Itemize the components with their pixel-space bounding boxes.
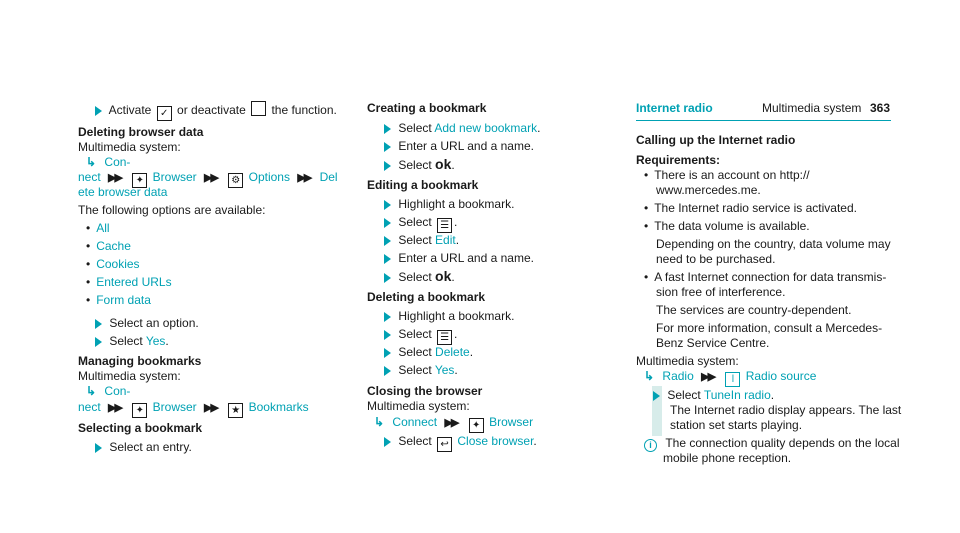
- step-select-add: Select Add new bookmark.: [384, 121, 540, 136]
- heading-closing-browser: Closing the browser: [367, 384, 483, 398]
- path-line-3: ete browser data: [78, 185, 168, 199]
- path-separator-icon: ▶▶: [108, 172, 121, 184]
- step-arrow-icon: [384, 161, 391, 171]
- requirement-note: need to be purchased.: [656, 252, 776, 266]
- heading-selecting-bookmark: Selecting a bookmark: [78, 421, 203, 435]
- requirements-label: Requirements:: [636, 153, 721, 167]
- step-arrow-icon: [384, 124, 391, 134]
- step-select-entry: Select an entry.: [95, 440, 192, 455]
- browser-icon: ✦: [132, 403, 147, 418]
- option-item: • Cache: [86, 239, 131, 253]
- path-separator-icon: ▶▶: [204, 172, 217, 184]
- path-line: ↳ Radio ▶▶ ǀ Radio source: [644, 369, 817, 385]
- requirement-note: Depending on the country, data volume may: [656, 237, 891, 251]
- step-select-close: Select ↩ Close browser.: [384, 434, 537, 452]
- section-title: Internet radio: [636, 101, 713, 115]
- heading-deleting-bookmark: Deleting a bookmark: [367, 290, 486, 304]
- step-select-yes: Select Yes.: [95, 334, 169, 349]
- requirement-item: • The data volume is available.: [644, 219, 810, 233]
- ok-icon: ok: [435, 268, 452, 284]
- path-start-icon: ↳: [374, 415, 385, 429]
- step-highlight: Highlight a bookmark.: [384, 309, 514, 324]
- step-arrow-icon: [384, 437, 391, 447]
- checkbox-checked-icon: ✓: [157, 106, 172, 121]
- option-item: • All: [86, 221, 110, 235]
- path-start-icon: ↳: [86, 384, 97, 398]
- path-line-2: nect ▶▶ ✦ Browser ▶▶ ⚙ Options ▶▶ Del: [78, 170, 338, 186]
- step-arrow-icon: [384, 348, 391, 358]
- option-item: • Entered URLs: [86, 275, 172, 289]
- tunein-note: station set starts playing.: [670, 418, 803, 432]
- step-select-option: Select an option.: [95, 316, 199, 331]
- label-multimedia-system: Multimedia system:: [78, 140, 181, 154]
- step-arrow-icon: [95, 443, 102, 453]
- requirement-continuation: www.mercedes.me.: [656, 183, 761, 197]
- menu-icon: ☰: [437, 330, 452, 345]
- path-line-1: ↳ Con-: [86, 155, 131, 169]
- option-item: • Cookies: [86, 257, 140, 271]
- info-note: i The connection quality depends on the local: [644, 436, 900, 452]
- label-multimedia-system: Multimedia system:: [367, 399, 470, 413]
- heading-managing-bookmarks: Managing bookmarks: [78, 354, 202, 368]
- step-select-delete: Select Delete.: [384, 345, 473, 360]
- step-enter-url: Enter a URL and a name.: [384, 139, 534, 154]
- path-separator-icon: ▶▶: [108, 402, 121, 414]
- path-separator-icon: ▶▶: [444, 417, 458, 429]
- back-arrow-icon: ↩: [437, 437, 452, 452]
- step-highlight: Highlight a bookmark.: [384, 197, 514, 212]
- step-arrow-icon: [384, 200, 391, 210]
- following-options-text: The following options are available:: [78, 203, 266, 217]
- requirement-note: For more information, consult a Mercedes-: [656, 321, 883, 335]
- info-note-continuation: mobile phone reception.: [663, 451, 792, 465]
- requirement-continuation: sion free of interference.: [656, 285, 786, 299]
- step-select-menu: Select ☰ .: [384, 327, 457, 345]
- path-start-icon: ↳: [86, 155, 97, 169]
- step-activate: Activate ✓ or deactivate the function.: [95, 101, 337, 121]
- step-select-menu: Select ☰ .: [384, 215, 457, 233]
- header-section: Multimedia system: [762, 101, 862, 115]
- step-arrow-icon: [384, 236, 391, 246]
- step-arrow-icon: [384, 218, 391, 228]
- step-select-tunein: Select TuneIn radio.: [653, 388, 774, 403]
- label-multimedia-system: Multimedia system:: [636, 354, 739, 368]
- step-arrow-icon: [384, 366, 391, 376]
- requirement-item: • There is an account on http://: [644, 168, 810, 182]
- step-arrow-icon: [653, 391, 660, 401]
- star-icon: ★: [228, 403, 243, 418]
- ok-icon: ok: [435, 156, 452, 172]
- requirement-item: • The Internet radio service is activated.: [644, 201, 857, 215]
- browser-icon: ✦: [132, 173, 147, 188]
- step-arrow-icon: [384, 330, 391, 340]
- requirement-item: • A fast Internet connection for data transmis-: [644, 270, 887, 284]
- step-arrow-icon: [384, 273, 391, 283]
- step-select-ok: Select ok.: [384, 157, 455, 173]
- path-separator-icon: ▶▶: [204, 402, 217, 414]
- path-line: ↳ Connect ▶▶ ✦ Browser: [374, 415, 534, 431]
- tunein-note: The Internet radio display appears. The last: [670, 403, 902, 417]
- step-select-edit: Select Edit.: [384, 233, 459, 248]
- heading-deleting-browser-data: Deleting browser data: [78, 125, 204, 139]
- page-number: 363: [870, 101, 891, 115]
- info-icon: i: [644, 439, 657, 452]
- radio-source-icon: ǀ: [725, 372, 740, 387]
- path-separator-icon: ▶▶: [297, 172, 311, 184]
- heading-calling-up: Calling up the Internet radio: [636, 133, 796, 147]
- step-enter-url: Enter a URL and a name.: [384, 251, 534, 266]
- option-item: • Form data: [86, 293, 151, 307]
- heading-creating-bookmark: Creating a bookmark: [367, 101, 487, 115]
- section-divider: [636, 120, 891, 121]
- path-line-1: ↳ Con-: [86, 384, 131, 398]
- options-gear-icon: ⚙: [228, 173, 243, 188]
- step-arrow-icon: [384, 142, 391, 152]
- step-arrow-icon: [95, 106, 102, 116]
- checkbox-empty-icon: [251, 101, 266, 116]
- step-select-ok: Select ok.: [384, 269, 455, 285]
- heading-editing-bookmark: Editing a bookmark: [367, 178, 479, 192]
- step-select-yes: Select Yes.: [384, 363, 458, 378]
- browser-icon: ✦: [469, 418, 484, 433]
- label-multimedia-system: Multimedia system:: [78, 369, 181, 383]
- step-arrow-icon: [95, 337, 102, 347]
- step-arrow-icon: [384, 312, 391, 322]
- requirement-note: The services are country-dependent.: [656, 303, 852, 317]
- path-separator-icon: ▶▶: [701, 371, 715, 383]
- step-arrow-icon: [384, 254, 391, 264]
- path-line-2: nect ▶▶ ✦ Browser ▶▶ ★ Bookmarks: [78, 400, 309, 416]
- menu-icon: ☰: [437, 218, 452, 233]
- path-start-icon: ↳: [644, 369, 655, 383]
- step-arrow-icon: [95, 319, 102, 329]
- requirement-note: Benz Service Centre.: [656, 336, 770, 350]
